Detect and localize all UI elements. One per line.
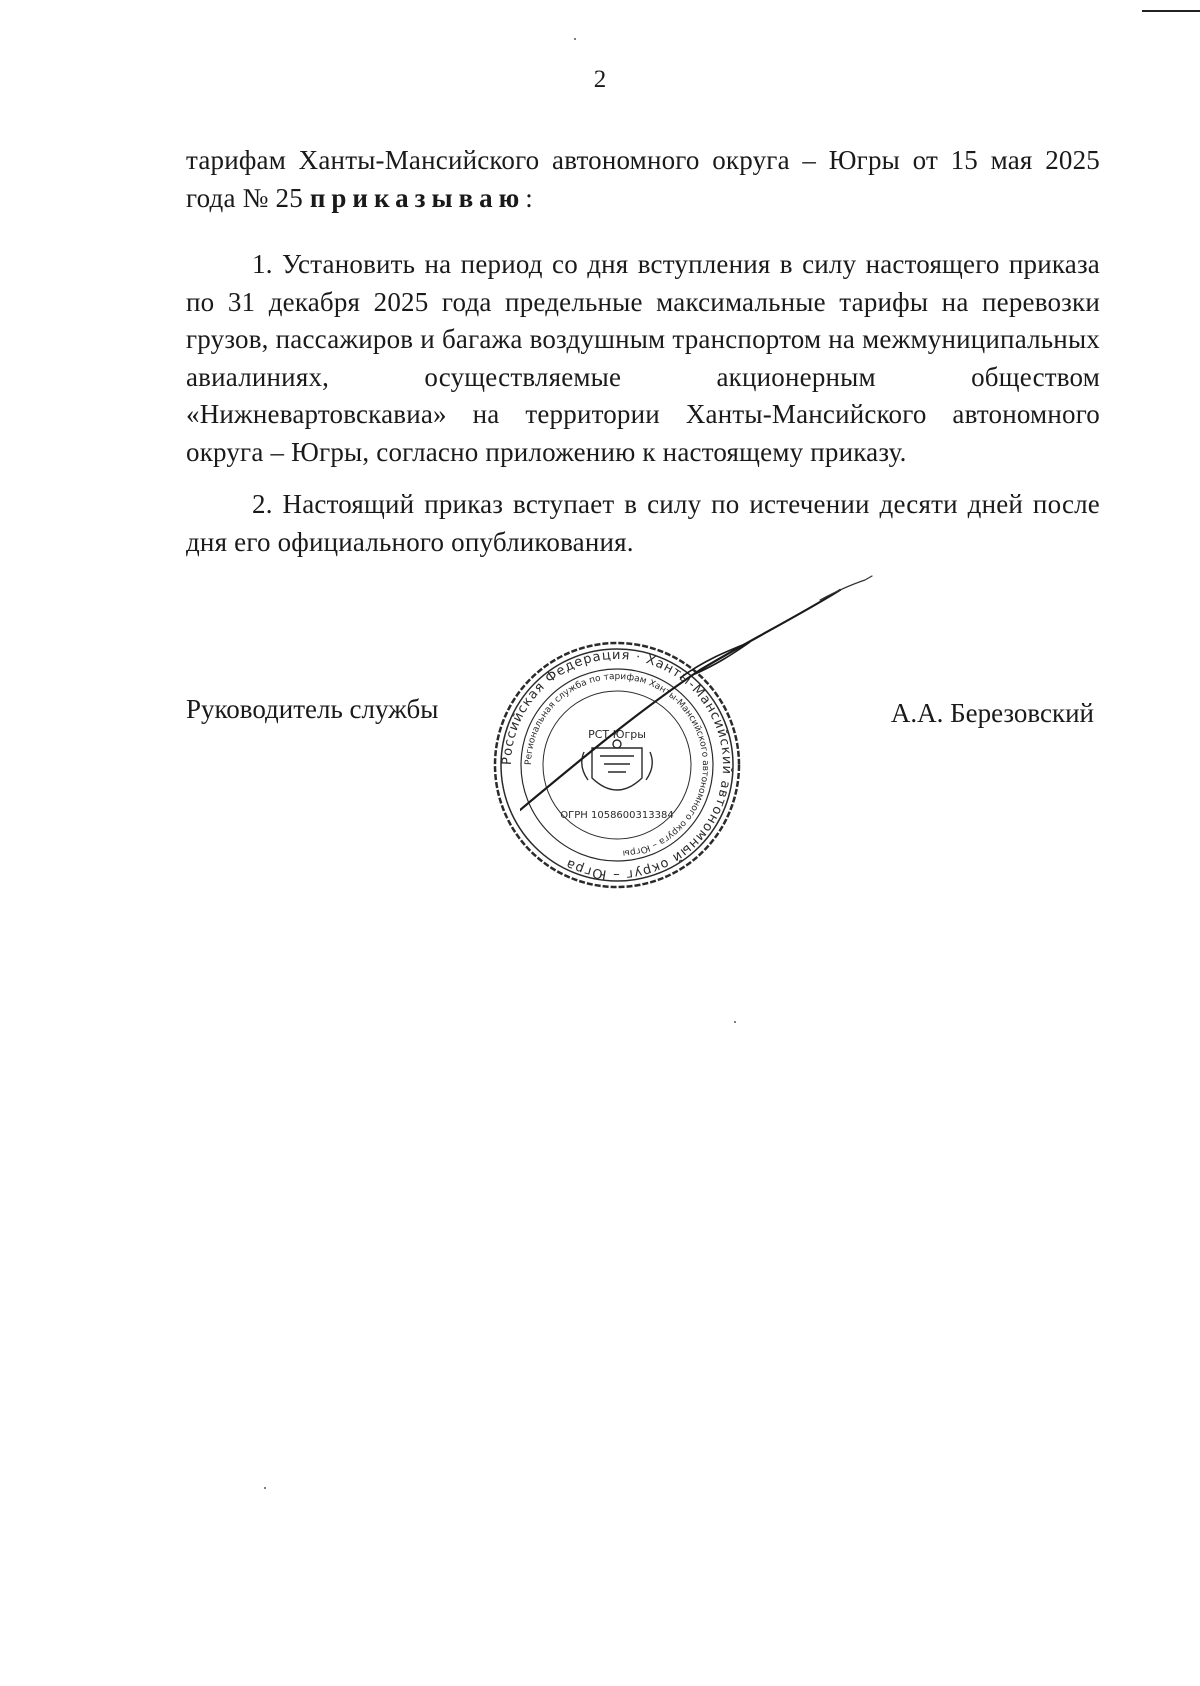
- signatory-title: Руководитель службы: [186, 694, 439, 724]
- page-number: 2: [593, 66, 607, 93]
- order-keyword: приказываю: [309, 182, 526, 213]
- seal-registration-text: ОГРН 1058600313384: [560, 810, 674, 821]
- lead-text: тарифам Ханты-Мансийского автономного округа – Югры от 15 мая 2025 года № 25: [186, 145, 1100, 213]
- lead-colon: :: [525, 182, 533, 213]
- paragraph-item-1: 1. Установить на период со дня вступления в силу настоящего приказа по 31 декабря 2025 года предельные максимальные тарифы на перевозки грузов, пассажиров и багажа воздушным транспортом на межмуниципальных авиалиниях, осуществляемые акционерным обществом «Нижневартовскавиа» на территории Ханты-Мансийского автономного округа – Югры, согласно приложению к настоящему приказу.: [186, 249, 1100, 467]
- scan-speck: [264, 1487, 266, 1489]
- seal-outer-text: Российская Федерация · Ханты-Мансийский автономный округ – Югра: [499, 647, 735, 883]
- lead-paragraph: [186, 142, 1100, 217]
- scan-speck: [574, 38, 576, 40]
- signatory-name: А.А. Березовский: [890, 698, 1094, 728]
- seal-inner-text: Региональная служба по тарифам Ханты-Мансийского автономного округа – Югры: [523, 671, 711, 858]
- seal-center-text: РСТ Югры: [588, 728, 646, 741]
- paragraph-item-2: 2. Настоящий приказ вступает в силу по истечении десяти дней после дня его официального опубликования.: [186, 489, 1100, 557]
- scan-speck: [734, 1021, 736, 1023]
- handwritten-signature-icon: [520, 570, 920, 830]
- scan-artifact-line: [1142, 10, 1200, 12]
